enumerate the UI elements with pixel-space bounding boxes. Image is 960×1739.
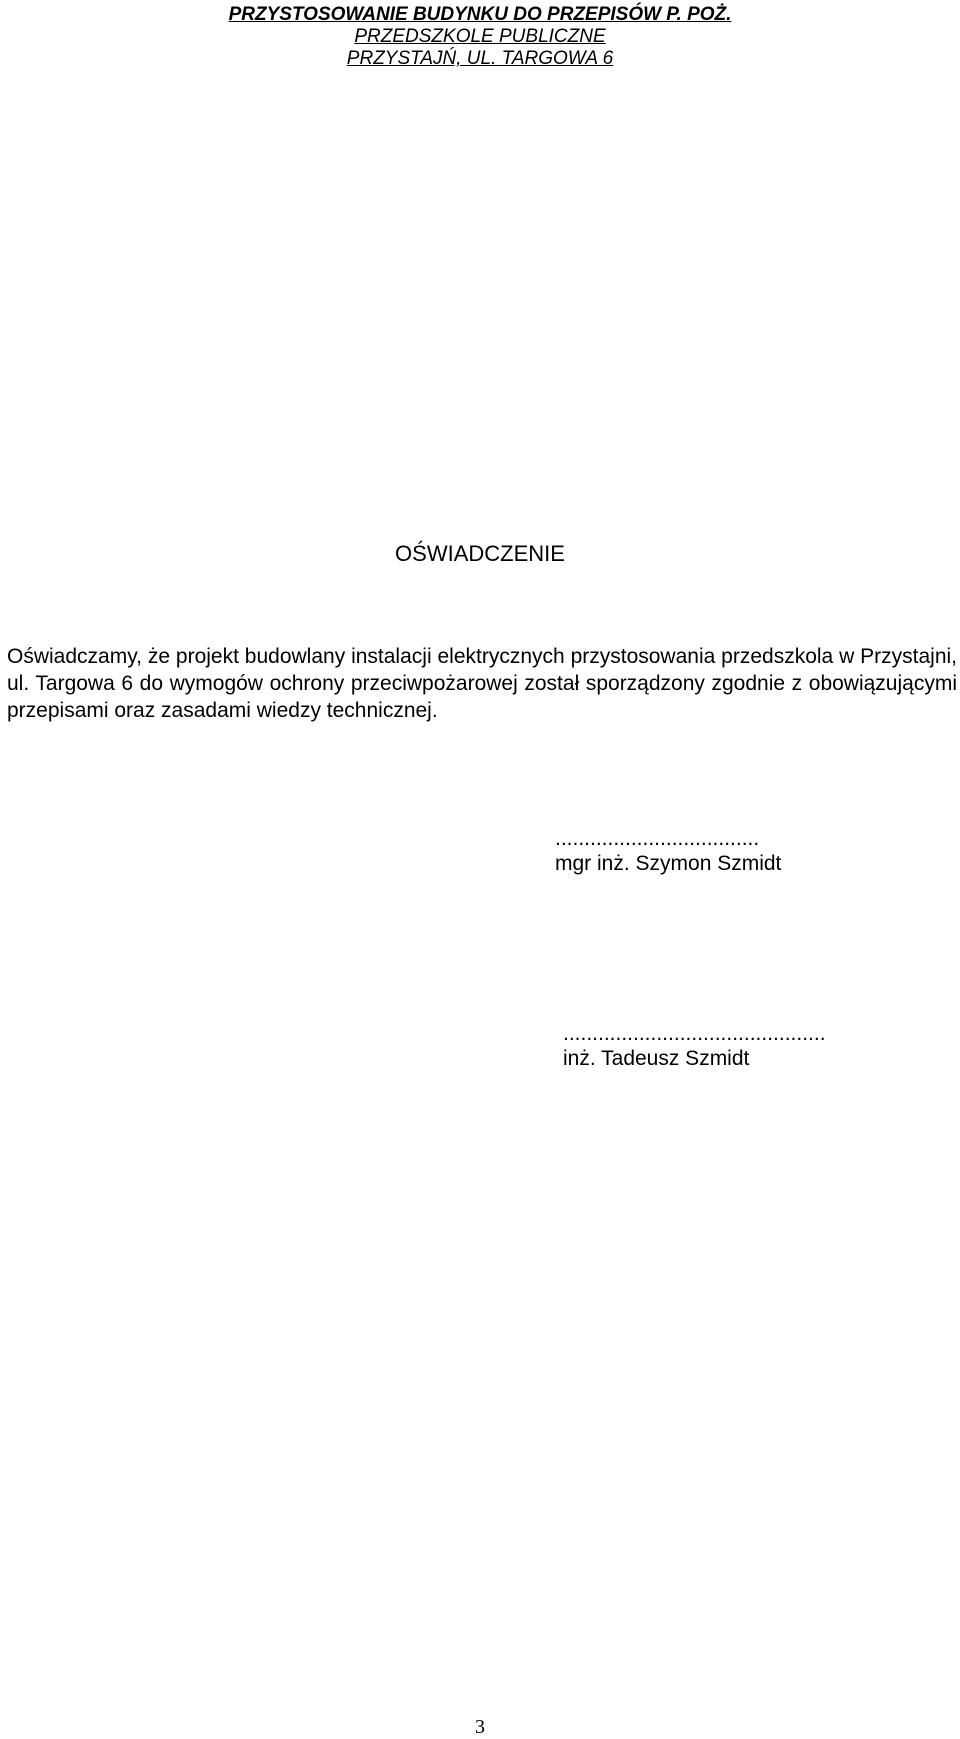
signature-line: .............................................: [563, 1022, 826, 1045]
page-number: 3: [475, 1716, 485, 1738]
signatory-name: mgr inż. Szymon Szmidt: [555, 852, 782, 875]
signature-block-2: [563, 1021, 826, 1071]
header-address: PRZYSTAJŃ, UL. TARGOWA 6: [346, 48, 614, 69]
document-header: [0, 4, 960, 70]
header-title: PRZYSTOSOWANIE BUDYNKU DO PRZEPISÓW P. POŻ.: [228, 4, 732, 25]
statement-paragraph: Oświadczamy, że projekt budowlany instalacji elektrycznych przystosowania przedszkola w Przystajni, ul. Targowa 6 do wymogów ochrony przeciwpożarowej został sporządzony zgodnie z obowiązującymi przepisami oraz zasadami wiedzy technicznej.: [7, 645, 957, 722]
document-title: OŚWIADCZENIE: [395, 541, 565, 566]
signature-block-1: [555, 826, 781, 876]
signature-line: ...................................: [555, 827, 760, 850]
signatory-name: inż. Tadeusz Szmidt: [563, 1047, 750, 1070]
header-institution: PRZEDSZKOLE PUBLICZNE: [354, 26, 606, 47]
